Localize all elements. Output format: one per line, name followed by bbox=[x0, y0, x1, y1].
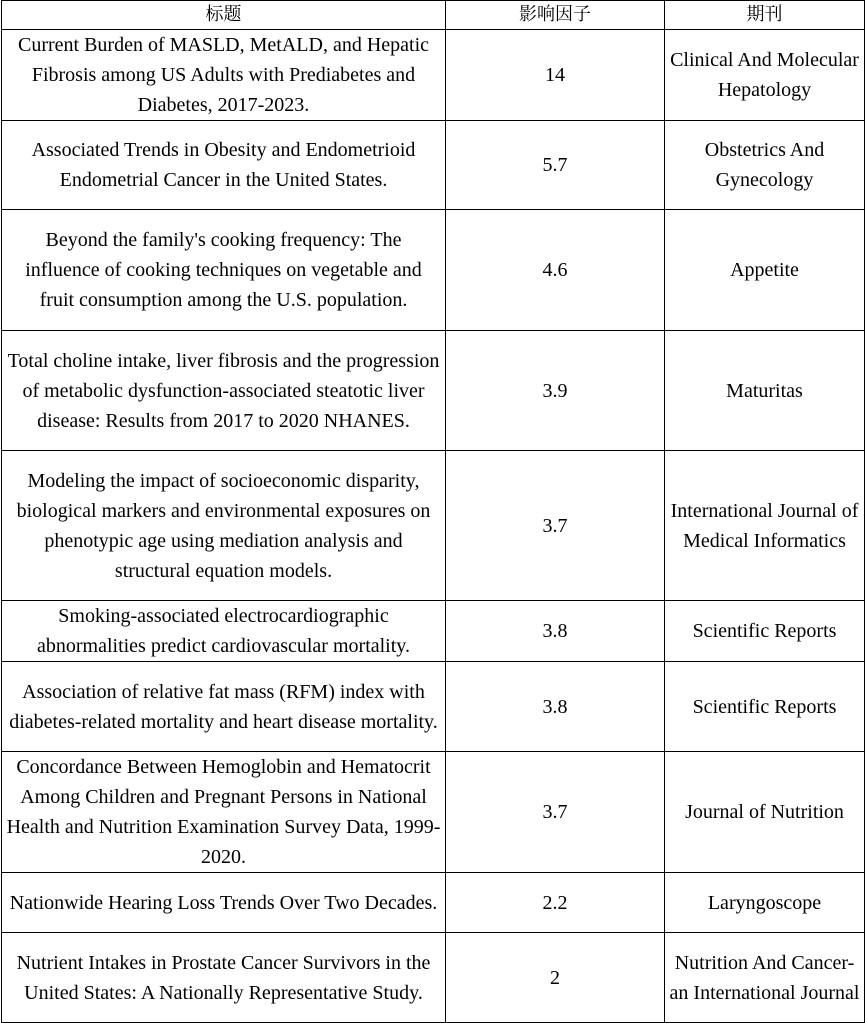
impact-factor: 3.7 bbox=[446, 752, 665, 873]
paper-title: Current Burden of MASLD, MetALD, and Hepatic Fibrosis among US Adults with Prediabetes and Diabetes, 2017-2023. bbox=[2, 30, 446, 121]
journal-name: Nutrition And Cancer-an International Journal bbox=[665, 933, 865, 1023]
impact-factor: 3.8 bbox=[446, 601, 665, 662]
journal-name: Obstetrics And Gynecology bbox=[665, 121, 865, 210]
header-journal: 期刊 bbox=[665, 1, 865, 30]
impact-factor: 14 bbox=[446, 30, 665, 121]
paper-title: Total choline intake, liver fibrosis and the progression of metabolic dysfunction-associated steatotic liver disease: Results from 2017 to 2020 NHANES. bbox=[2, 331, 446, 451]
journal-name: Laryngoscope bbox=[665, 873, 865, 933]
paper-title: Smoking-associated electrocardiographic abnormalities predict cardiovascular mortality. bbox=[2, 601, 446, 662]
table-row bbox=[2, 873, 865, 933]
table-row bbox=[2, 752, 865, 873]
paper-title: Beyond the family's cooking frequency: The influence of cooking techniques on vegetable and fruit consumption among the U.S. population. bbox=[2, 210, 446, 331]
table-row bbox=[2, 30, 865, 121]
impact-factor: 3.7 bbox=[446, 451, 665, 601]
table-row bbox=[2, 662, 865, 752]
impact-factor: 5.7 bbox=[446, 121, 665, 210]
table-row bbox=[2, 331, 865, 451]
impact-factor: 4.6 bbox=[446, 210, 665, 331]
table-row bbox=[2, 601, 865, 662]
journal-name: International Journal of Medical Informatics bbox=[665, 451, 865, 601]
journal-name: Clinical And Molecular Hepatology bbox=[665, 30, 865, 121]
paper-title: Modeling the impact of socioeconomic disparity, biological markers and environmental exposures on phenotypic age using mediation analysis and structural equation models. bbox=[2, 451, 446, 601]
journal-name: Scientific Reports bbox=[665, 601, 865, 662]
header-row bbox=[2, 1, 865, 30]
impact-factor: 2 bbox=[446, 933, 665, 1023]
table-row bbox=[2, 210, 865, 331]
journal-name: Appetite bbox=[665, 210, 865, 331]
table-row bbox=[2, 933, 865, 1023]
impact-factor: 2.2 bbox=[446, 873, 665, 933]
papers-table bbox=[1, 0, 865, 1023]
table-row bbox=[2, 121, 865, 210]
impact-factor: 3.8 bbox=[446, 662, 665, 752]
impact-factor: 3.9 bbox=[446, 331, 665, 451]
journal-name: Journal of Nutrition bbox=[665, 752, 865, 873]
header-title: 标题 bbox=[2, 1, 446, 30]
table-row bbox=[2, 451, 865, 601]
journal-name: Scientific Reports bbox=[665, 662, 865, 752]
paper-title: Concordance Between Hemoglobin and Hematocrit Among Children and Pregnant Persons in National Health and Nutrition Examination Survey Data, 1999-2020. bbox=[2, 752, 446, 873]
paper-title: Association of relative fat mass (RFM) index with diabetes-related mortality and heart disease mortality. bbox=[2, 662, 446, 752]
paper-title: Nationwide Hearing Loss Trends Over Two Decades. bbox=[2, 873, 446, 933]
journal-name: Maturitas bbox=[665, 331, 865, 451]
paper-title: Associated Trends in Obesity and Endometrioid Endometrial Cancer in the United States. bbox=[2, 121, 446, 210]
paper-title: Nutrient Intakes in Prostate Cancer Survivors in the United States: A Nationally Representative Study. bbox=[2, 933, 446, 1023]
header-impact-factor: 影响因子 bbox=[446, 1, 665, 30]
